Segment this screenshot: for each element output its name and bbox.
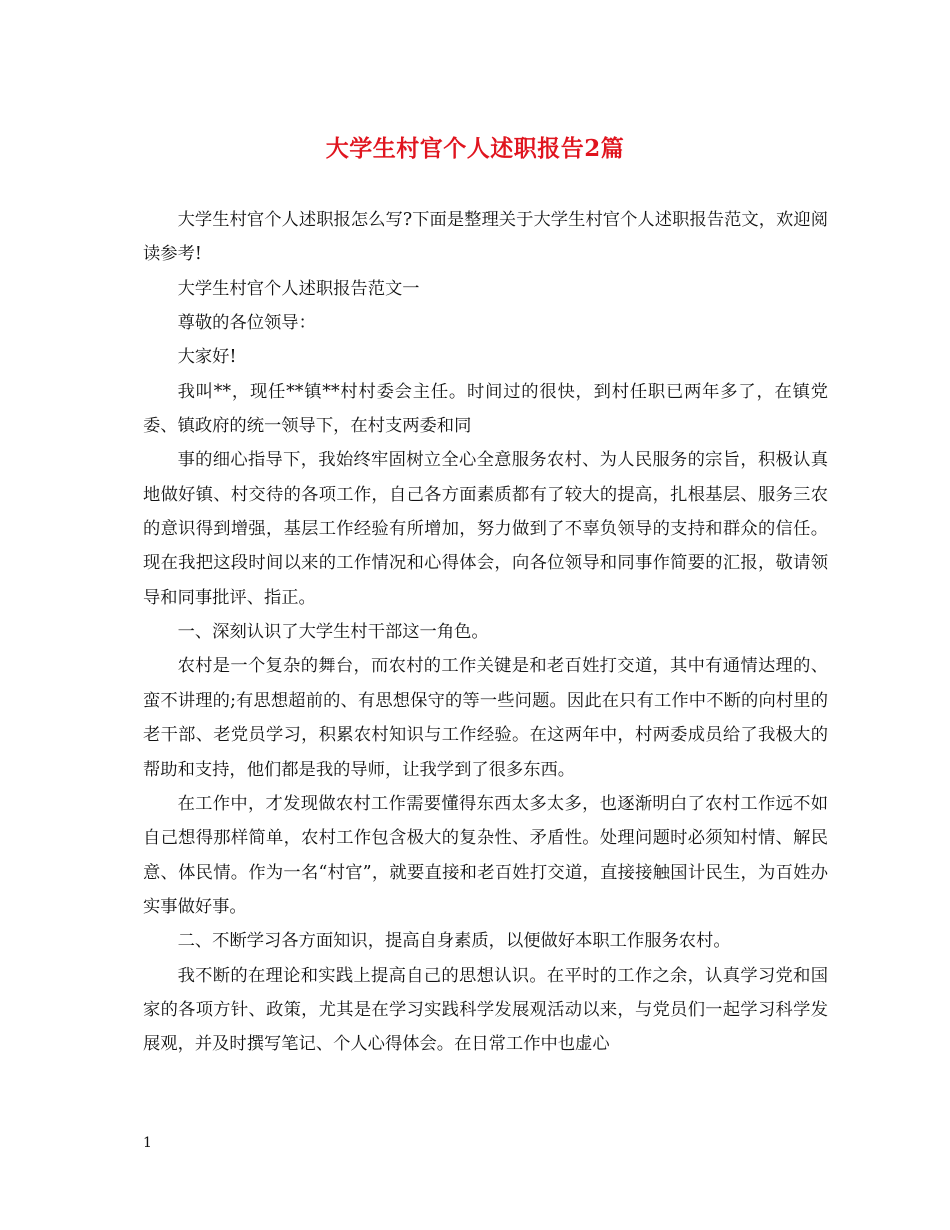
section-heading-2: 二、不断学习各方面知识，提高自身素质，以便做好本职工作服务农村。 [177, 931, 731, 952]
paragraph-intro: 大学生村官个人述职报怎么写?下面是整理关于大学生村官个人述职报告范文，欢迎阅读参考! [143, 210, 828, 265]
document-body [143, 203, 828, 1062]
paragraph-work-experience: 在工作中，才发现做农村工作需要懂得东西太多太多，也逐渐明白了农村工作远不如自己想得那样简单，农村工作包含极大的复杂性、矛盾性。处理问题时必须知村情、解民意、体民情。作为一名“村官”，就要直接和老百姓打交道，直接接触国计民生，为百姓办实事做好事。 [143, 793, 828, 917]
paragraph-work-summary: 事的细心指导下，我始终牢固树立全心全意服务农村、为人民服务的宗旨，积极认真地做好镇、村交待的各项工作，自己各方面素质都有了较大的提高，扎根基层、服务三农的意识得到增强，基层工作经验有所增加，努力做到了不辜负领导的支持和群众的信任。现在我把这段时间以来的工作情况和心得体会，向各位领导和同事作简要的汇报，敬请领导和同事批评、指正。 [143, 450, 828, 608]
paragraph-sample-heading: 大学生村官个人述职报告范文一 [177, 278, 420, 299]
paragraph-greeting: 大家好! [177, 347, 237, 368]
paragraph-rural-work: 农村是一个复杂的舞台，而农村的工作关键是和老百姓打交道，其中有通情达理的、蛮不讲理的;有思想超前的、有思想保守的等一些问题。因此在只有工作中不断的向村里的老干部、老党员学习，积累农村知识与工作经验。在这两年中，村两委成员给了我极大的帮助和支持，他们都是我的导师，让我学到了很多东西。 [143, 656, 828, 780]
page-number: 1 [143, 1135, 152, 1151]
paragraph-salutation: 尊敬的各位领导： [177, 313, 316, 334]
paragraph-study: 我不断的在理论和实践上提高自己的思想认识。在平时的工作之余，认真学习党和国家的各项方针、政策，尤其是在学习实践科学发展观活动以来，与党员们一起学习科学发展观，并及时撰写笔记、个人心得体会。在日常工作中也虚心 [143, 965, 828, 1055]
paragraph-self-introduction: 我叫**，现任**镇**村村委会主任。时间过的很快，到村任职已两年多了，在镇党委、镇政府的统一领导下，在村支两委和同 [143, 381, 828, 437]
document-title: 大学生村官个人述职报告2篇 [325, 135, 625, 162]
section-heading-1: 一、深刻认识了大学生村干部这一角色。 [177, 622, 489, 643]
